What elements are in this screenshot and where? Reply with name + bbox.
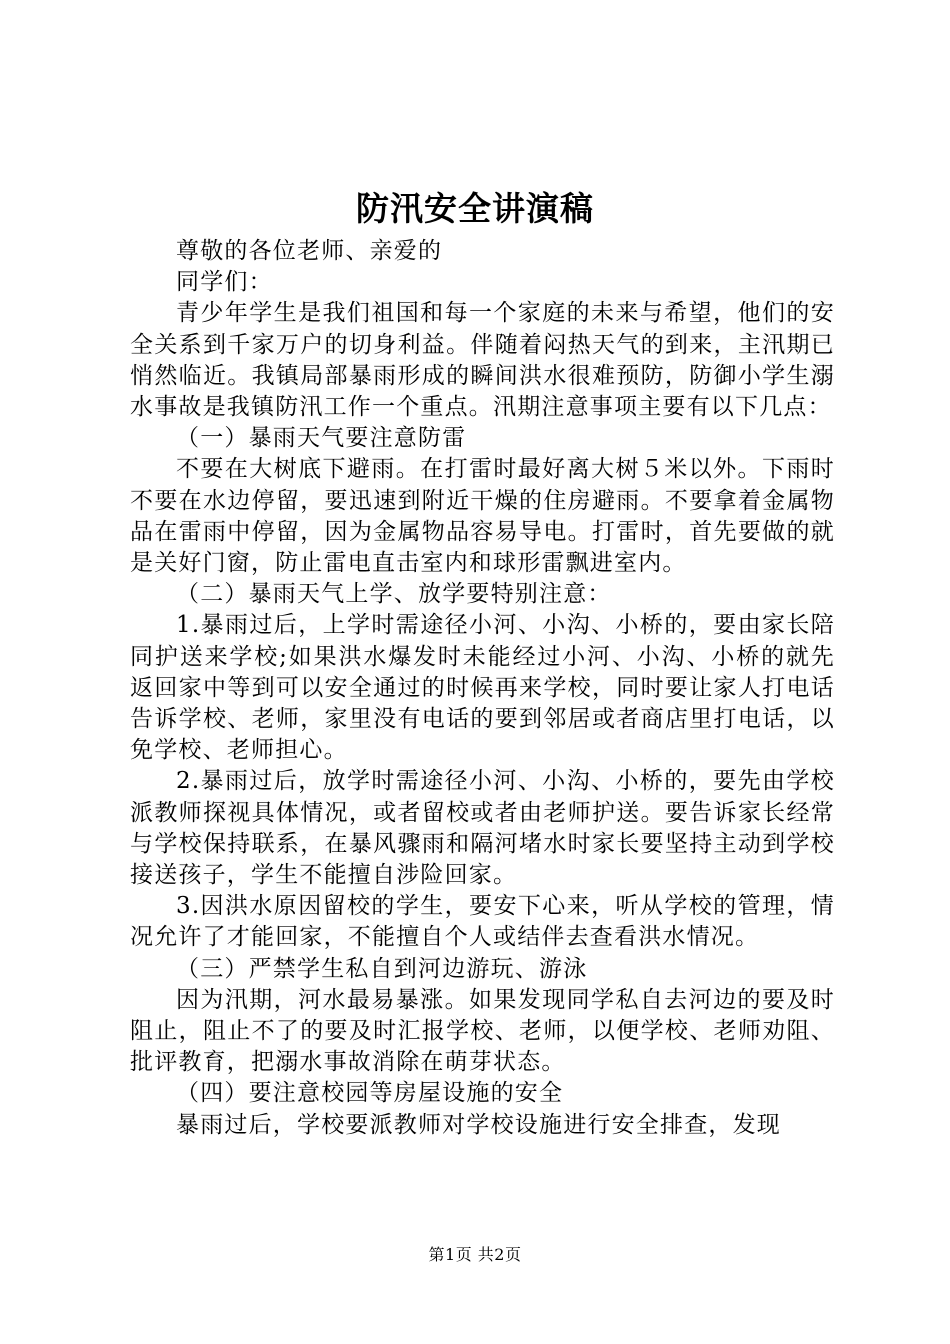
section-4-paragraph: 暴雨过后，学校要派教师对学校设施进行安全排查，发现 <box>176 1111 781 1138</box>
section-heading-3: （三）严禁学生私自到河边游玩、游泳 <box>176 955 588 982</box>
section-heading-4: （四）要注意校园等房屋设施的安全 <box>176 1080 564 1107</box>
section-heading-1: （一）暴雨天气要注意防雷 <box>176 425 467 452</box>
document-body <box>130 236 835 1141</box>
document-title: 防汛安全讲演稿 <box>356 189 594 228</box>
salutation-line-1: 尊敬的各位老师、亲爱的 <box>176 238 443 264</box>
salutation-line-2: 同学们： <box>176 269 273 296</box>
section-2-item-3: 3.因洪水原因留校的学生，要安下心来，听从学校的管理，情况允许了才能回家，不能擅自个人或结伴去查看洪水情况。 <box>130 893 835 951</box>
section-heading-2: （二）暴雨天气上学、放学要特别注意： <box>176 581 612 608</box>
section-2-item-2: 2.暴雨过后，放学时需途径小河、小沟、小桥的，要先由学校派教师探视具体情况，或者留校或者由老师护送。要告诉家长经常与学校保持联系，在暴风骤雨和隔河堵水时家长要坚持主动到学校接送孩子，学生不能擅自涉险回家。 <box>130 768 835 889</box>
section-3-paragraph: 因为汛期，河水最易暴涨。如果发现同学私自去河边的要及时阻止，阻止不了的要及时汇报学校、老师，以便学校、老师劝阻、批评教育，把溺水事故消除在萌芽状态。 <box>130 986 835 1076</box>
section-1-paragraph: 不要在大树底下避雨。在打雷时最好离大树５米以外。下雨时不要在水边停留，要迅速到附近干燥的住房避雨。不要拿着金属物品在雷雨中停留，因为金属物品容易导电。打雷时，首先要做的就是关好门窗，防止雷电直击室内和球形雷飘进室内。 <box>130 456 835 577</box>
page-footer: 第1页 共2页 <box>428 1245 522 1264</box>
intro-paragraph: 青少年学生是我们祖国和每一个家庭的未来与希望，他们的安全关系到千家万户的切身利益。伴随着闷热天气的到来，主汛期已悄然临近。我镇局部暴雨形成的瞬间洪水很难预防，防御小学生溺水事故是我镇防汛工作一个重点。汛期注意事项主要有以下几点： <box>130 300 835 421</box>
section-2-item-1: 1.暴雨过后，上学时需途径小河、小沟、小桥的，要由家长陪同护送来学校;如果洪水爆发时未能经过小河、小沟、小桥的就先返回家中等到可以安全通过的时候再来学校，同时要让家人打电话告诉学校、老师，家里没有电话的要到邻居或者商店里打电话，以免学校、老师担心。 <box>130 612 835 764</box>
